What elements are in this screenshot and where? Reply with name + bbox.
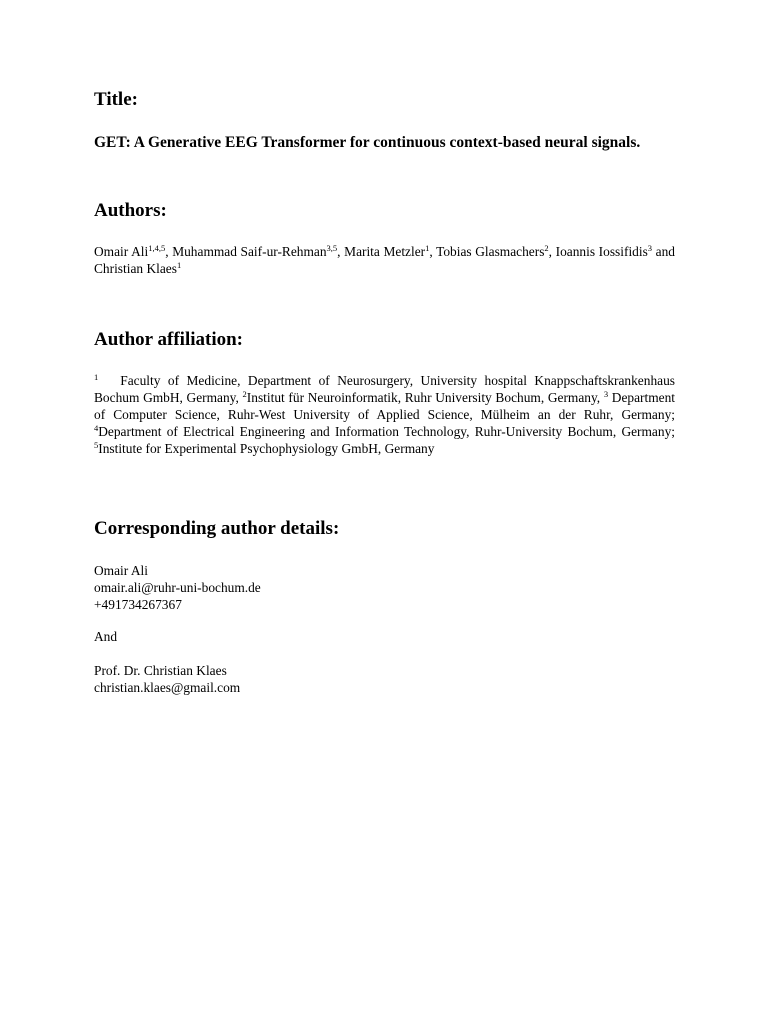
affiliation-entry: Faculty of Medicine, Department of Neurosurgery, University hospital Knappschaftskrankenhaus Bochum GmbH, Germany,: [94, 373, 675, 405]
affiliation-entry: Department of Electrical Engineering and Information Technology, Ruhr-University Bochum, Germany;: [98, 424, 675, 439]
contact-name: Omair Ali: [94, 563, 148, 578]
author-superscript: 3: [647, 243, 653, 253]
author-separator: ,: [337, 244, 345, 259]
corresponding-heading: Corresponding author details:: [94, 518, 340, 539]
affiliation-superscript: 1: [94, 372, 99, 382]
author-separator: ,: [165, 244, 173, 259]
author-superscript: 3,5: [326, 243, 338, 253]
author-superscript: 2: [544, 243, 549, 253]
affiliation-entry: Institute for Experimental Psychophysiology GmbH, Germany: [98, 441, 435, 456]
affiliation-superscript: 2: [242, 389, 247, 399]
author-name: Muhammad Saif-ur-Rehman: [172, 244, 327, 259]
affiliation-superscript: 4: [94, 423, 99, 433]
primary-contact: [94, 562, 261, 613]
affiliation-text: [94, 372, 675, 457]
contact-email-link[interactable]: christian.klaes@gmail.com: [94, 680, 241, 695]
secondary-contact: [94, 662, 240, 696]
affiliation-superscript: 3: [603, 389, 609, 399]
contact-email-link[interactable]: omair.ali@ruhr-uni-bochum.de: [94, 580, 261, 595]
paper-title: GET: A Generative EEG Transformer for continuous context-based neural signals.: [94, 134, 641, 151]
conjunction-text: And: [94, 629, 118, 644]
contact-name: Prof. Dr. Christian Klaes: [94, 663, 227, 678]
author-separator: and: [652, 244, 676, 259]
author-name: Omair Ali: [94, 244, 149, 259]
affiliation-heading: Author affiliation:: [94, 329, 244, 350]
author-name: Tobias Glasmachers: [436, 244, 545, 259]
author-list: [94, 243, 675, 277]
affiliation-superscript: 5: [94, 440, 99, 450]
author-superscript: 1: [176, 260, 182, 270]
contact-phone: +491734267367: [94, 597, 182, 612]
author-separator: ,: [429, 244, 437, 259]
title-heading: Title:: [94, 89, 138, 110]
affiliation-entry: Institut für Neuroinformatik, Ruhr University Bochum, Germany,: [246, 390, 604, 405]
author-superscript: 1: [425, 243, 430, 253]
author-separator: ,: [548, 244, 556, 259]
author-name: Marita Metzler: [344, 244, 426, 259]
author-name: Ioannis Iossifidis: [555, 244, 648, 259]
authors-heading: Authors:: [94, 200, 167, 221]
author-superscript: 1,4,5: [148, 243, 166, 253]
contact-conjunction: [94, 628, 117, 645]
affiliation-entry: Department of Computer Science, Ruhr-West University of Applied Science, Mülheim an der Ruhr, Germany;: [94, 390, 675, 422]
author-name: Christian Klaes: [94, 261, 177, 276]
